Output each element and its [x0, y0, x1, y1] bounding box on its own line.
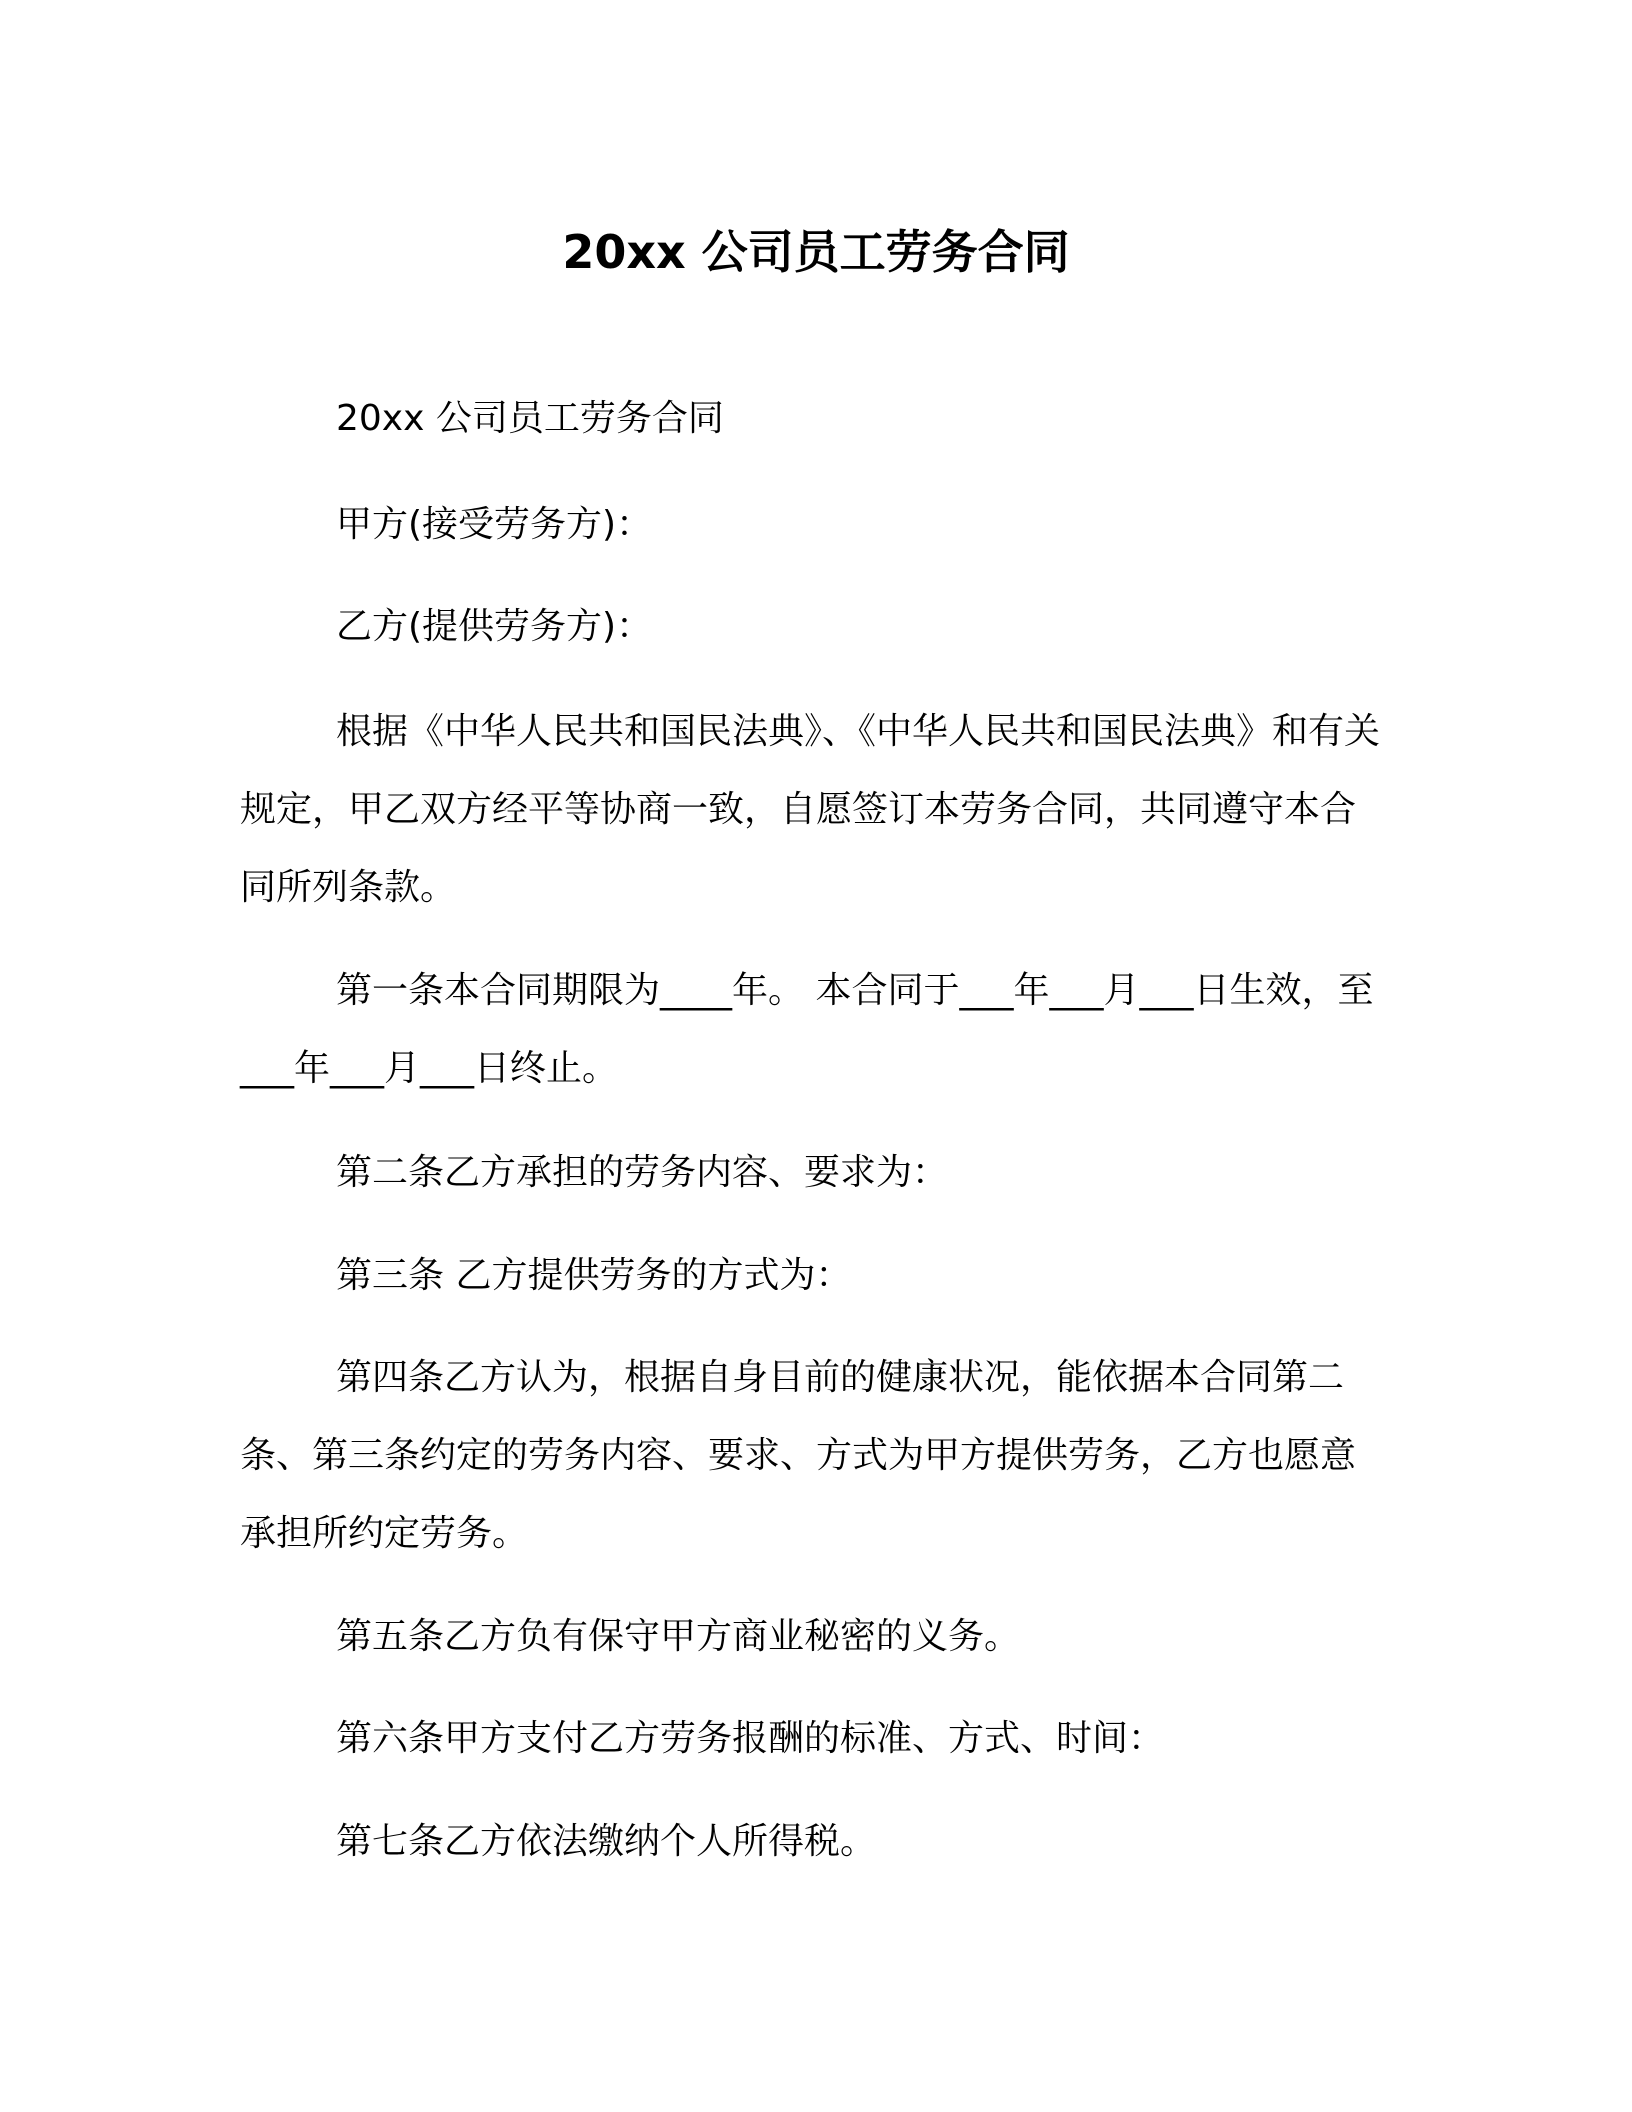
party-a-line: 甲方(接受劳务方)： — [336, 504, 653, 545]
contract-heading: 20xx 公司员工劳务合同 — [336, 398, 724, 439]
article-2: 第二条乙方承担的劳务内容、要求为： — [336, 1152, 949, 1193]
article-6: 第六条甲方支付乙方劳务报酬的标准、方式、时间： — [336, 1718, 1165, 1759]
article-5: 第五条乙方负有保守甲方商业秘密的义务。 — [336, 1616, 1021, 1657]
article-3: 第三条 乙方提供劳务的方式为： — [336, 1255, 852, 1296]
document-title: 20xx 公司员工劳务合同 — [562, 225, 1070, 279]
preamble-paragraph: 根据《中华人民共和国民法典》、《中华人民共和国民法典》和有关规定，甲乙双方经平等协商一致，自愿签订本劳务合同，共同遵守本合同所列条款。 — [240, 711, 1381, 908]
party-b-line: 乙方(提供劳务方)： — [336, 606, 653, 647]
article-7: 第七条乙方依法缴纳个人所得税。 — [336, 1821, 877, 1862]
article-4: 第四条乙方认为，根据自身目前的健康状况，能依据本合同第二条、第三条约定的劳务内容、要求、方式为甲方提供劳务，乙方也愿意承担所约定劳务。 — [240, 1357, 1357, 1554]
article-1: 第一条本合同期限为____年。 本合同于___年___月___日生效，至___年___月___日终止。 — [240, 970, 1374, 1089]
